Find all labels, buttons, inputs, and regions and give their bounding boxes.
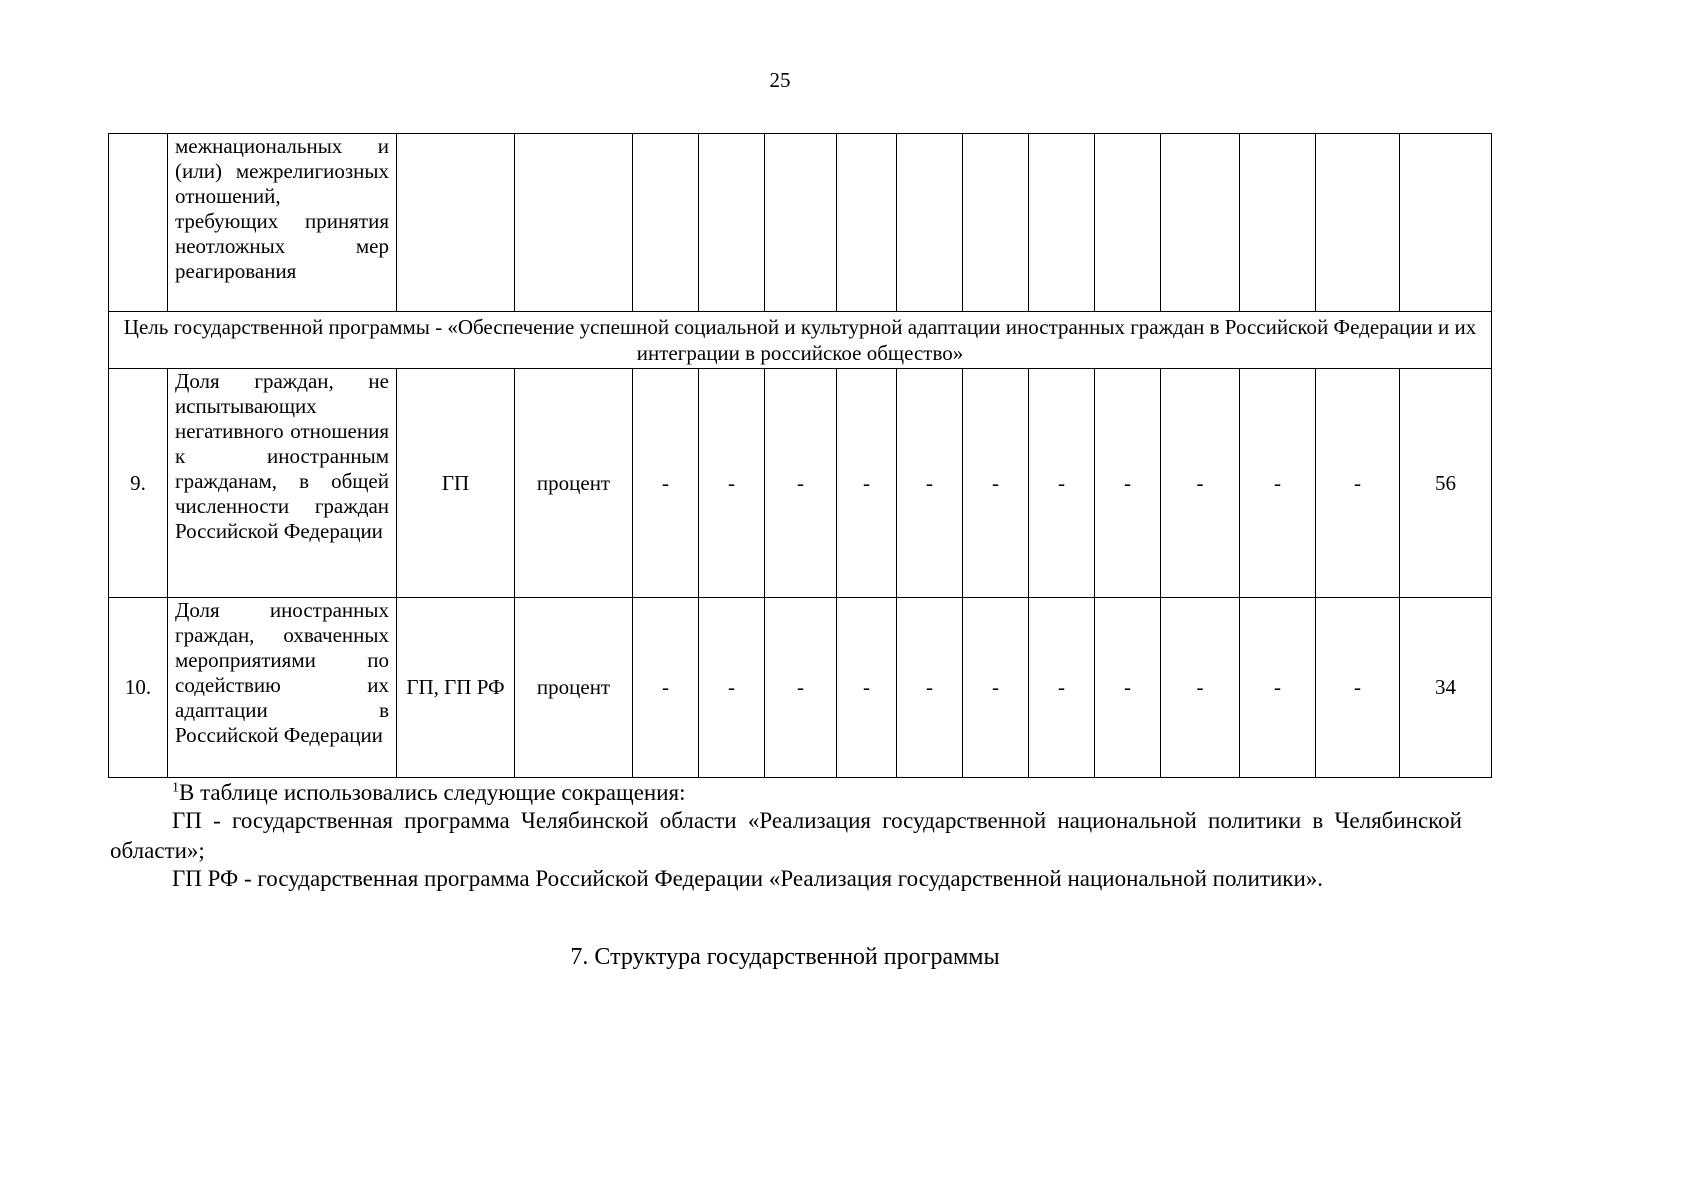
- value-cell: -: [963, 369, 1029, 598]
- table-row-goal: [109, 312, 1492, 369]
- value-cell: -: [1095, 598, 1161, 778]
- table-row: [109, 598, 1492, 778]
- value-cell: -: [837, 598, 897, 778]
- indicator-source: ГП: [397, 369, 515, 598]
- table-row-continued: [109, 134, 1492, 312]
- value-cell: -: [1316, 369, 1400, 598]
- value-cell: -: [1029, 598, 1095, 778]
- value-cell: -: [699, 369, 765, 598]
- indicator-description: межнациональных и (или) межрелигиозных отношений, требующих принятия неотложных мер реагирования: [168, 134, 397, 312]
- indicator-source: ГП, ГП РФ: [397, 598, 515, 778]
- value-cell: -: [633, 369, 699, 598]
- program-goal: Цель государственной программы - «Обеспечение успешной социальной и культурной адаптации иностранных граждан в Российской Федерации и их интеграции в российское общество»: [109, 312, 1492, 369]
- row-number-cell: [109, 134, 168, 312]
- row-number: 9.: [109, 369, 168, 598]
- value-cell: -: [1316, 598, 1400, 778]
- value-cell: -: [837, 369, 897, 598]
- value-cell: -: [1161, 598, 1240, 778]
- abbreviations-intro: [110, 778, 1462, 808]
- value-cell: -: [1240, 369, 1316, 598]
- value-cell: -: [1095, 369, 1161, 598]
- row-number: 10.: [109, 598, 168, 778]
- value-cell: -: [1240, 598, 1316, 778]
- value-cell: -: [699, 598, 765, 778]
- page-number: 25: [769, 68, 791, 92]
- indicator-unit: процент: [515, 369, 633, 598]
- value-cell: -: [897, 598, 963, 778]
- value-cell: -: [765, 369, 837, 598]
- value-cell: -: [633, 598, 699, 778]
- abbreviation-gp: ГП - государственная программа Челябинской области «Реализация государственной национальной политики в Челябинской области»;: [110, 808, 1462, 863]
- abbreviations-intro-text: В таблице использовались следующие сокращения:: [179, 780, 686, 805]
- target-value: 34: [1400, 598, 1492, 778]
- value-cell: -: [897, 369, 963, 598]
- table-row: [109, 369, 1492, 598]
- value-cell: -: [963, 598, 1029, 778]
- section-title: 7. Структура государственной программы: [570, 944, 1000, 970]
- indicator-unit: процент: [515, 598, 633, 778]
- value-cell: -: [765, 598, 837, 778]
- value-cell: -: [1029, 369, 1095, 598]
- footnote-mark: 1: [172, 780, 179, 796]
- abbreviation-gp-rf: ГП РФ - государственная программа Российской Федерации «Реализация государственной национальной политики».: [172, 866, 1324, 891]
- indicators-table: [108, 133, 1492, 778]
- target-value: 56: [1400, 369, 1492, 598]
- indicator-description: Доля граждан, не испытывающих негативного отношения к иностранным гражданам, в общей численности граждан Российской Федерации: [168, 369, 397, 598]
- value-cell: -: [1161, 369, 1240, 598]
- indicator-description: Доля иностранных граждан, охваченных мероприятиями по содействию их адаптации в Российской Федерации: [168, 598, 397, 778]
